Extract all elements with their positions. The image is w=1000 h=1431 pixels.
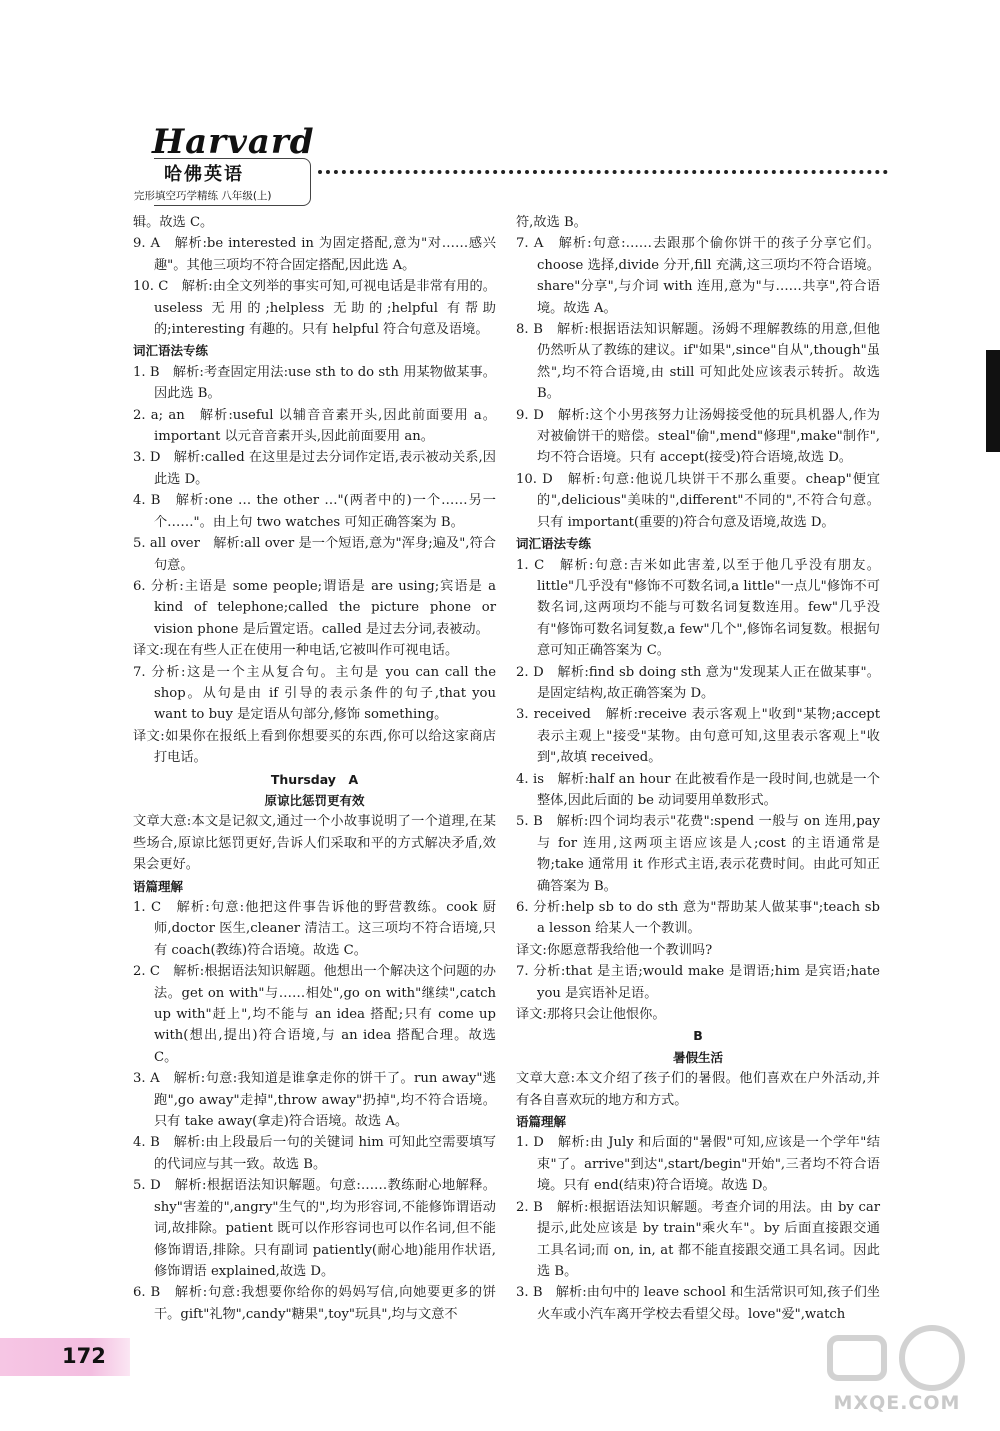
answer-paragraph: 1. D 解析:由 July 和后面的"暑假"可知,应该是一个学年"结束"了。arrive"到达",start/begin"开始",三者均不符合语境。只有 end(结束)符合语境。故选 D。 (516, 1135, 880, 1194)
answer-paragraph: 5. all over 解析:all over 是一个短语,意为"浑身;遍及",符合句意。 (133, 536, 496, 573)
answer-paragraph: 1. C 解析:句意:吉米如此害羞,以至于他几乎没有朋友。little"几乎没有"修饰不可数名词,a little"一点儿"修饰不可数名词,这两项均不能与可数名词复数连用。few"几乎没有"修饰可数名词复数,a few"几个",修饰名词复数。根据句意可知正确答案为 C。 (516, 557, 880, 659)
section-title: 暑假生活 (672, 1049, 723, 1065)
answer-paragraph: 3. A 解析:句意:我知道是谁拿走你的饼干了。run away"逃跑",go away"走掉",throw away"扔掉",均不符合语境。只有 take away(拿走)符合语境。故选 A。 (133, 1071, 496, 1130)
right-column (516, 212, 880, 1325)
watermark-text: MXQE.COM (833, 1392, 961, 1414)
answer-paragraph: 7. A 解析:句意:……去跟那个偷你饼干的孩子分享它们。choose 选择,divide 分开,fill 充满,这三项均不符合语境。share"分享",与介词 with 连用,意为"与……共享",符合语境。故选 A。 (516, 236, 880, 316)
answer-paragraph: 6. B 解析:句意:我想要你给你的妈妈写信,向她要更多的饼干。gift"礼物",candy"糖果",toy"玩具",均与文意不 (133, 1285, 496, 1322)
header-dotted-rule (318, 170, 888, 174)
answer-paragraph: 7. 分析:这是一个主从复合句。主句是 you can call the shop。从句是由 if 引导的表示条件的句子,that you want to buy 是定语从句部分,修饰 something。 (133, 664, 496, 723)
answer-paragraph: 10. D 解析:句意:他说几块饼干不那么重要。cheap"便宜的",delicious"美味的",different"不同的",不符合句意。只有 important(重要的)符合句意及语境,故选 D。 (516, 471, 880, 530)
section-title: 原谅比惩罚更有效 (264, 792, 365, 808)
answer-paragraph: 2. a; an 解析:useful 以辅音音素开头,因此前面要用 a。important 以元音音素开头,因此前面要用 an。 (133, 407, 496, 445)
answer-paragraph: 译文:现在有些人正在使用一种电话,它被叫作可视电话。 (133, 643, 459, 659)
answer-paragraph: 译文:如果你在报纸上看到你想要买的东西,你可以给这家商店打电话。 (133, 728, 496, 766)
answer-paragraph: 2. B 解析:根据语法知识解题。考查介词的用法。由 by car 提示,此处应该是 by train"乘火车"。by 后面直接跟交通工具名词;而 on, in, at 都不能直接跟交通工具名词。因此选 B。 (516, 1199, 880, 1279)
watermark-ring (902, 1328, 962, 1388)
logo-english: Harvard (152, 122, 315, 162)
section-heading: 语篇理解 (133, 878, 184, 894)
page-number: 172 (62, 1344, 106, 1368)
answer-paragraph: 6. 分析:主语是 some people;谓语是 are using;宾语是 a kind of telephone;called the picture phone or vision phone 是后置定语。called 是过去分词,表被动。 (133, 578, 496, 637)
book-logo (130, 122, 315, 208)
answer-paragraph: 4. B 解析:由上段最后一句的关键词 him 可知此空需要填写的代词应与其一致。故选 B。 (133, 1135, 496, 1172)
answer-paragraph: 6. 分析:help sb to do sth 意为"帮助某人做某事";teach sb a lesson 给某人一个教训。 (516, 900, 880, 937)
answer-paragraph: 2. C 解析:根据语法知识解题。他想出一个解决这个问题的办法。get on with"与……相处",go on with"继续",catch up with"赶上",均不能与 an idea 搭配;只有 come up with(想出,提出)符合语境,与 an idea 搭配合理。故选 C。 (133, 964, 496, 1065)
answer-paragraph: 9. D 解析:这个小男孩努力让汤姆接受他的玩具机器人,作为对被偷饼干的赔偿。steal"偷",mend"修理",make"制作",均不符合语境。只有 accept(接受)符合语境,故选 D。 (516, 407, 880, 466)
section-title: B (693, 1028, 703, 1044)
side-tab-marker (986, 350, 1000, 452)
answer-paragraph: 译文:那将只会让他恨你。 (516, 1007, 666, 1023)
answer-paragraph: 3. received 解析:receive 表示客观上"收到"某物;accept 表示主观上"接受"某物。由句意可知,这里表示客观上"收到",故填 received。 (516, 707, 880, 766)
answer-paragraph: 10. C 解析:由全文列举的事实可知,可视电话是非常有用的。useless 无用的;helpless 无助的;helpful 有帮助的;interesting 有趣的。只有 helpful 符合句意及语境。 (133, 279, 496, 338)
answer-paragraph: 文章大意:本文介绍了孩子们的暑假。他们喜欢在户外活动,并有各自喜欢玩的地方和方式。 (516, 1071, 880, 1108)
answer-paragraph: 4. is 解析:half an hour 在此被看作是一段时间,也就是一个整体,因此后面的 be 动词要用单数形式。 (516, 771, 880, 808)
section-title: Thursday A (270, 771, 359, 787)
answer-paragraph: 译文:你愿意帮我给他一个教训吗? (516, 942, 713, 958)
watermark-block (830, 1338, 884, 1378)
answer-paragraph: 3. D 解析:called 在这里是过去分词作定语,表示被动关系,因此选 D。 (133, 450, 496, 487)
answer-paragraph: 1. B 解析:考查固定用法:use sth to do sth 用某物做某事。因此选 B。 (133, 364, 496, 402)
answer-paragraph: 符,故选 B。 (516, 215, 587, 230)
answer-paragraph: 3. B 解析:由句中的 leave school 和生活常识可知,孩子们坐火车或小汽车离开学校去看望父母。love"爱",watch (516, 1285, 880, 1322)
answer-paragraph: 2. D 解析:find sb doing sth 意为"发现某人正在做某事"。是固定结构,故正确答案为 D。 (516, 664, 880, 701)
answer-paragraph: 5. B 解析:四个词均表示"花费":spend 一般与 on 连用,pay 与 for 连用,这两项主语应该是人;cost 的主语通常是物;take 通常用 it 作形式主语,表示花费时间。由此可知正确答案为 B。 (516, 814, 880, 894)
left-column (133, 212, 496, 1325)
page-header (130, 122, 890, 212)
answer-paragraph: 文章大意:本文是记叙文,通过一个小故事说明了一个道理,在某些场合,原谅比惩罚更好,告诉人们采取和平的方式解决矛盾,效果会更好。 (133, 814, 496, 873)
answer-paragraph: 8. B 解析:根据语法知识解题。汤姆不理解教练的用意,但他仍然听从了教练的建议。if"如果",since"自从",though"虽然",均不符合语境,由 still 可知此处应该表示转折。故选 B。 (516, 322, 880, 402)
answer-paragraph: 5. D 解析:根据语法知识解题。句意:……教练耐心地解释。shy"害羞的",angry"生气的",均为形容词,不能修饰谓语动词,故排除。patient 既可以作形容词也可以作名词,但不能修饰谓语,排除。只有副词 patiently(耐心地)能用作状语,修饰谓语 explained,故选 D。 (133, 1178, 496, 1279)
section-heading: 词汇语法专练 (133, 343, 209, 359)
logo-chinese: 哈佛英语 (164, 164, 244, 185)
answer-paragraph: 1. C 解析:句意:他把这件事告诉他的野营教练。cook 厨师,doctor 医生,cleaner 清洁工。这三项均不符合语境,只有 coach(教练)符合语境。故选 C。 (133, 900, 496, 958)
answer-paragraph: 7. 分析:that 是主语;would make 是谓语;him 是宾语;hate you 是宾语补足语。 (516, 964, 880, 1001)
answer-paragraph: 4. B 解析:one … the other …"(两者中的)一个……另一个……"。由上句 two watches 可知正确答案为 B。 (133, 493, 496, 530)
section-heading: 语篇理解 (516, 1114, 567, 1130)
answer-paragraph: 辑。故选 C。 (133, 215, 214, 230)
answer-paragraph: 9. A 解析:be interested in 为固定搭配,意为"对……感兴趣"。其他三项均不符合固定搭配,因此选 A。 (133, 236, 496, 273)
book-subtitle: 完形填空巧学精练 八年级(上) (134, 190, 272, 202)
section-heading: 词汇语法专练 (516, 536, 592, 552)
